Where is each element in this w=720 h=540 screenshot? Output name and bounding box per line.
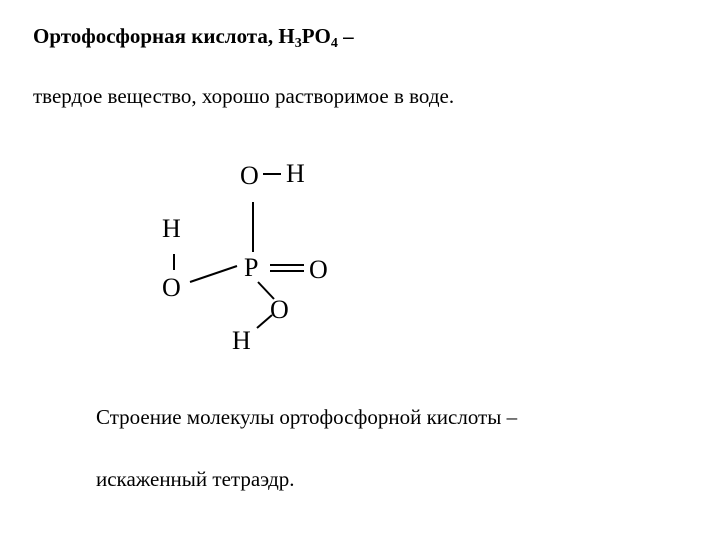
atom-p-center: P [244,253,259,282]
title-formula-po: PO [301,24,331,48]
caption-line-2: искаженный тетраэдр. [96,467,295,491]
atom-h-top: H [286,159,305,188]
atom-o-double: O [309,255,328,284]
description-text: твердое вещество, хорошо растворимое в воде. [33,84,455,108]
atom-o-top: O [240,161,259,190]
title-subscript-3: 3 [294,36,302,51]
bond-o-p-left [190,266,237,282]
atom-o-bottom: O [270,295,289,324]
title-suffix: – [337,24,354,48]
atom-h-bottom: H [232,326,251,355]
atom-o-left: O [162,273,181,302]
atom-h-left: H [162,214,181,243]
title-subscript-4: 4 [330,36,338,51]
title-prefix: Ортофосфорная кислота, H [33,24,295,48]
caption-line-1: Строение молекулы ортофосфорной кислоты – [96,405,518,429]
